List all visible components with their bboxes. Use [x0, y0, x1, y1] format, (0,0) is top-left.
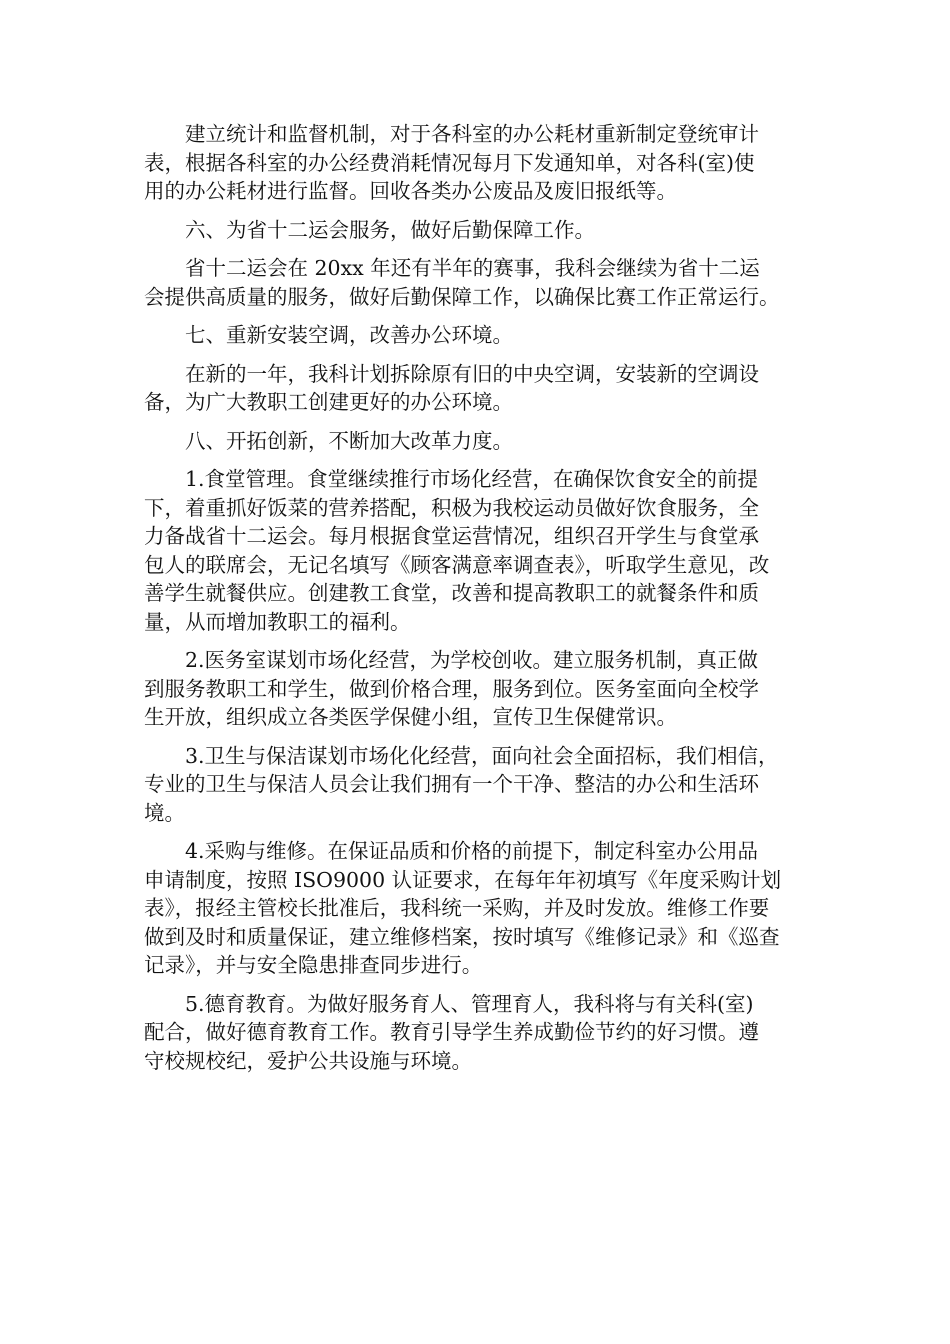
heading-section-6: 六、为省十二运会服务，做好后勤保障工作。	[185, 217, 595, 242]
document-body	[144, 120, 808, 1085]
heading-section-7: 七、重新安装空调，改善办公环境。	[185, 323, 513, 347]
paragraph-procurement: 4.采购与维修。在保证品质和价格的前提下，制定科室办公用品 申请制度，按照 ISO9000 认证要求，在每年年初填写《年度采购计划 表》，报经主管校长批准后，我科统一采购，并及时发放。维修工作要 做到及时和质量保证，建立维修档案，按时填写《维修记录》和《巡查 记录》，并与安全隐患排查同步进行。	[144, 839, 782, 977]
paragraph-canteen-management: 1.食堂管理。食堂继续推行市场化经营，在确保饮食安全的前提 下，着重抓好饭菜的营养搭配，积极为我校运动员做好饮食服务，全 力备战省十二运会。每月根据食堂运营情况，组织召开学生与食堂承 包人的联席会，无记名填写《顾客满意率调查表》，听取学生意见，改 善学生就餐供应。创建教工食堂，改善和提高教职工的就餐条件和质 量，从而增加教职工的福利。	[144, 467, 770, 634]
paragraph-supervision: 建立统计和监督机制，对于各科室的办公耗材重新制定登统审计 表，根据各科室的办公经费消耗情况每月下发通知单，对各科(室)使 用的办公耗材进行监督。回收各类办公废品及废旧报纸等。	[144, 122, 759, 203]
heading-section-8: 八、开拓创新，不断加大改革力度。	[185, 428, 513, 453]
paragraph-clinic: 2.医务室谋划市场化经营，为学校创收。建立服务机制，真正做 到服务教职工和学生，做到价格合理，服务到位。医务室面向全校学 生开放，组织成立各类医学保健小组，宣传卫生保健常识。	[144, 648, 759, 729]
paragraph-games-service: 省十二运会在 20xx 年还有半年的赛事，我科会继续为省十二运 会提供高质量的服务，做好后勤保障工作，以确保比赛工作正常运行。	[144, 256, 780, 309]
paragraph-moral-education: 5.德育教育。为做好服务育人、管理育人，我科将与有关科(室) 配合，做好德育教育工作。教育引导学生养成勤俭节约的好习惯。遵 守校规校纪，爱护公共设施与环境。	[144, 991, 759, 1073]
paragraph-air-conditioning: 在新的一年，我科计划拆除原有旧的中央空调，安装新的空调设 备，为广大教职工创建更好的办公环境。	[144, 361, 759, 414]
paragraph-cleaning: 3.卫生与保洁谋划市场化化经营，面向社会全面招标，我们相信， 专业的卫生与保洁人员会让我们拥有一个干净、整洁的办公和生活环 境。	[144, 743, 779, 825]
